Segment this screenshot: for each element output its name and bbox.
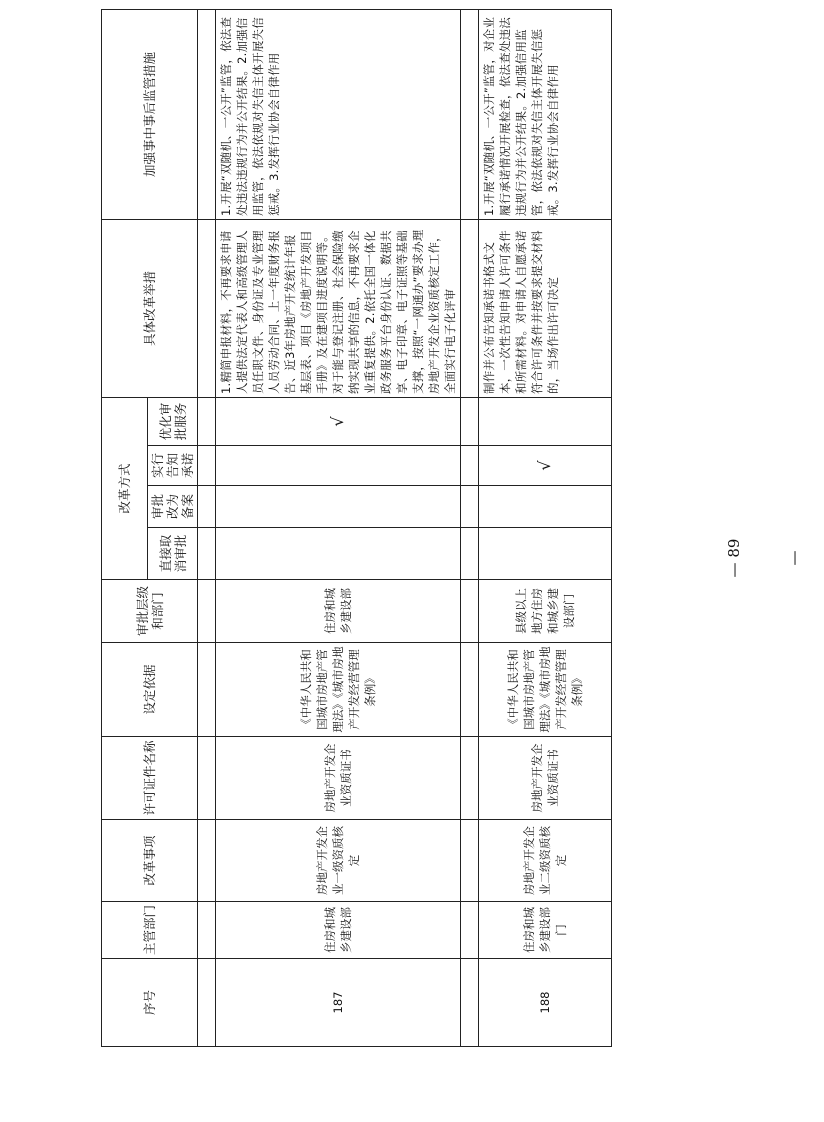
header-dept: 主管部门 xyxy=(102,902,198,959)
header-to-record: 审批改为备案 xyxy=(148,486,198,528)
reform-table xyxy=(101,9,612,1047)
row-measures: 1.精简申报材料，不再要求申请人提供法定代表人和高级管理人员任职文件、身份证及专业管理人员劳动合同、上一年度财务报告、近3年房地产开发统计年报基层表、项目《房地产开发项目手册》及在建项目进度说明等。对于能与登记注册、社会保险缴纳实现共享的信息，不再要求企业重复提供。2.依托全国一体化政务服务平台身份认证、数据共享、电子印章、电子证照等基础支撑，按照“一网通办”要求办理房地产开发企业资质核定工作，全面实行电子化评审 xyxy=(216,219,461,397)
row-item: 房地产开发企业一级资质核定 xyxy=(216,820,461,902)
row-level: 县级以上地方住房和城乡建设部门 xyxy=(479,580,612,643)
header-license: 许可证件名称 xyxy=(102,737,198,820)
header-item: 改革事项 xyxy=(102,820,198,902)
row-license: 房地产开发企业资质证书 xyxy=(479,737,612,820)
page-number: — 89 — xyxy=(725,538,803,578)
row-dept: 住房和城乡建设部门 xyxy=(479,902,612,959)
row-supervision: 1.开展“双随机、一公开”监管，对企业履行承诺情况开展检查，依法查处违法违规行为并公开结果。2.加强信用监管，依法依规对失信主体开展失信惩戒。3.发挥行业协会自律作用 xyxy=(479,9,612,219)
header-row xyxy=(102,9,148,1046)
header-supervision: 加强事中事后监管措施 xyxy=(102,9,198,219)
row-dept: 住房和城乡建设部 xyxy=(216,902,461,959)
row-level: 住房和城乡建设部 xyxy=(216,580,461,643)
row-notify-commit: √ xyxy=(479,446,612,486)
header-seq: 序号 xyxy=(102,959,198,1047)
header-level: 审批层级和部门 xyxy=(102,580,198,643)
row-measures: 制作并公布告知承诺书格式文本，一次性告知申请人许可条件和所需材料。对申请人自愿承诺符合许可条件并按要求提交材料的，当场作出许可决定 xyxy=(479,219,612,397)
row-to-record xyxy=(216,486,461,528)
table-row xyxy=(216,9,461,1046)
row-direct-cancel xyxy=(216,528,461,580)
table-row xyxy=(479,9,612,1046)
table-row xyxy=(461,9,479,1046)
row-direct-cancel xyxy=(479,528,612,580)
row-supervision: 1.开展“双随机、一公开”监管，依法查处违法违规行为并公开结果。2.加强信用监管，依法依规对失信主体开展失信惩戒。3.发挥行业协会自律作用 xyxy=(216,9,461,219)
row-to-record xyxy=(479,486,612,528)
row-license: 房地产开发企业资质证书 xyxy=(216,737,461,820)
row-notify-commit xyxy=(216,446,461,486)
row-seq: 188 xyxy=(479,959,612,1047)
row-optimize: √ xyxy=(216,397,461,445)
header-direct-cancel: 直接取消审批 xyxy=(148,528,198,580)
row-item: 房地产开发企业二级资质核定 xyxy=(479,820,612,902)
row-seq: 187 xyxy=(216,959,461,1047)
header-notify-commit: 实行告知承诺 xyxy=(148,446,198,486)
header-method: 改革方式 xyxy=(102,397,148,579)
row-basis: 《中华人民共和国城市房地产管理法》《城市房地产开发经营管理条例》 xyxy=(479,643,612,737)
header-basis: 设定依据 xyxy=(102,643,198,737)
row-optimize xyxy=(479,397,612,445)
header-optimize: 优化审批服务 xyxy=(148,397,198,445)
table-row xyxy=(198,9,216,1046)
header-measures: 具体改革举措 xyxy=(102,219,198,397)
row-basis: 《中华人民共和国城市房地产管理法》《城市房地产开发经营管理条例》 xyxy=(216,643,461,737)
rotated-table-wrapper xyxy=(101,16,584,1047)
